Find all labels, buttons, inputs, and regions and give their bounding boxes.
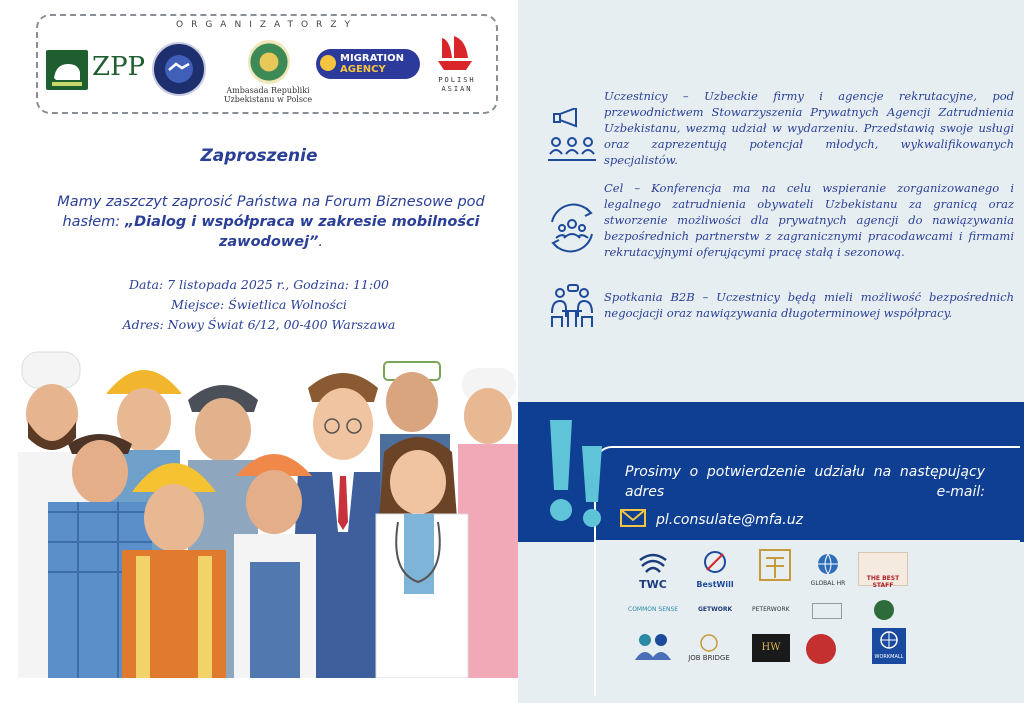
contact-email-link[interactable]: pl.consulate@mfa.uz bbox=[656, 512, 803, 528]
common-sense-logo: COMMON SENSE bbox=[628, 606, 679, 613]
association-seal-logo bbox=[152, 42, 206, 96]
invitation-title: Zaproszenie bbox=[200, 146, 318, 166]
event-info bbox=[20, 275, 498, 335]
organizers-heading: ORGANIZATORZY bbox=[176, 20, 358, 30]
organizers-box bbox=[36, 14, 498, 114]
invitation-text bbox=[36, 192, 506, 252]
twc-text: TWC bbox=[639, 578, 667, 591]
group-cycle-icon bbox=[544, 200, 600, 260]
getwork-logo: GETWORK bbox=[698, 606, 733, 613]
zpp-wordmark: ZPP bbox=[92, 52, 146, 82]
invitation-plain: Mamy zaszczyt zaprosić Państwa na Forum Biznesowe pod hasłem: bbox=[57, 194, 485, 230]
migration-word: MIGRATION bbox=[340, 53, 404, 64]
global-hr-text: GLOBAL HR bbox=[810, 580, 846, 587]
global-hr-logo bbox=[806, 552, 850, 587]
exclamation-icon bbox=[546, 420, 608, 534]
confirmation-request: Prosimy o potwierdzenie udziału na następujący adres e-mail: bbox=[625, 464, 985, 500]
job-bridge-text: JOB BRIDGE bbox=[688, 654, 730, 662]
red-seal-logo bbox=[806, 634, 836, 664]
junk-ship-icon bbox=[436, 34, 474, 74]
embassy-caption: Ambasada Republiki Uzbekistanu w Polsce bbox=[223, 86, 313, 104]
email-row[interactable] bbox=[620, 509, 803, 531]
bestwill-logo bbox=[690, 550, 740, 589]
green-partner-logo bbox=[874, 600, 894, 620]
event-date: Data: 7 listopada 2025 r., Godzina: 11:00 bbox=[128, 277, 390, 292]
b2b-paragraph: Spotkania B2B – Uczestnicy będą mieli możliwość bezpośrednich negocjacji oraz nawiązywania długoterminowej współpracy. bbox=[604, 290, 1014, 320]
zpp-bison-logo bbox=[46, 50, 88, 90]
event-address: Adres: Nowy Świat 6/12, 00-400 Warszawa bbox=[122, 317, 396, 332]
uzbekistan-emblem bbox=[248, 40, 290, 84]
workers-illustration bbox=[18, 342, 518, 678]
best-staff-text: THE BEST STAFF bbox=[858, 552, 908, 586]
workmall-text: WORKMALL bbox=[874, 654, 904, 660]
goal-paragraph: Cel – Konferencja ma na celu wspieranie zorganizowanego i legalnego zatrudnienia obywateli Uzbekistanu za granicą oraz stworzenie możliwości dla prywatnych agencji do nawiązywania bezpośrednich partnerstw z zagranicznymi pracodawcami i firmami rekrutacyjnymi oferującymi pracę stałą i sezonową. bbox=[604, 181, 1014, 259]
agency-word: AGENCY bbox=[340, 64, 386, 75]
polish-asian-wordmark bbox=[430, 76, 484, 94]
forum-motto: „Dialog i współpraca w zakresie mobilności zawodowej” bbox=[124, 214, 480, 250]
polish-word: POLISH bbox=[438, 76, 476, 84]
doctor-figure bbox=[376, 437, 468, 678]
migration-agency-logo bbox=[316, 49, 420, 79]
meeting-icon bbox=[548, 283, 596, 335]
small-partner-logo bbox=[812, 603, 842, 619]
hire-group-logo bbox=[630, 630, 676, 668]
workmall-logo bbox=[872, 628, 906, 664]
event-place: Miejsce: Świetlica Wolności bbox=[171, 297, 347, 312]
best-staff-logo bbox=[858, 552, 910, 589]
peterwork-logo: PETERWORK bbox=[752, 606, 790, 613]
invitation-end: . bbox=[318, 234, 324, 250]
audience-megaphone-icon bbox=[546, 108, 598, 172]
hw-logo: HW bbox=[752, 634, 790, 662]
gold-crest-logo bbox=[750, 548, 800, 590]
envelope-icon bbox=[620, 509, 646, 531]
participants-paragraph: Uczestnicy – Uzbeckie firmy i agencje rekrutacyjne, pod przewodnictwem Stowarzyszenia Prywatnych Agencji Zatrudnienia Uzbekistanu, wezmą udział w wydarzeniu. Przedstawią swoje usługi oraz zaprezentują potencjał młodych, wykwalifikowanych specjalistów. bbox=[604, 89, 1014, 167]
twc-logo bbox=[628, 552, 678, 591]
bestwill-text: BestWill bbox=[696, 580, 734, 589]
globe-icon bbox=[320, 55, 336, 71]
asian-word: ASIAN bbox=[441, 85, 473, 93]
job-bridge-logo bbox=[686, 634, 732, 662]
